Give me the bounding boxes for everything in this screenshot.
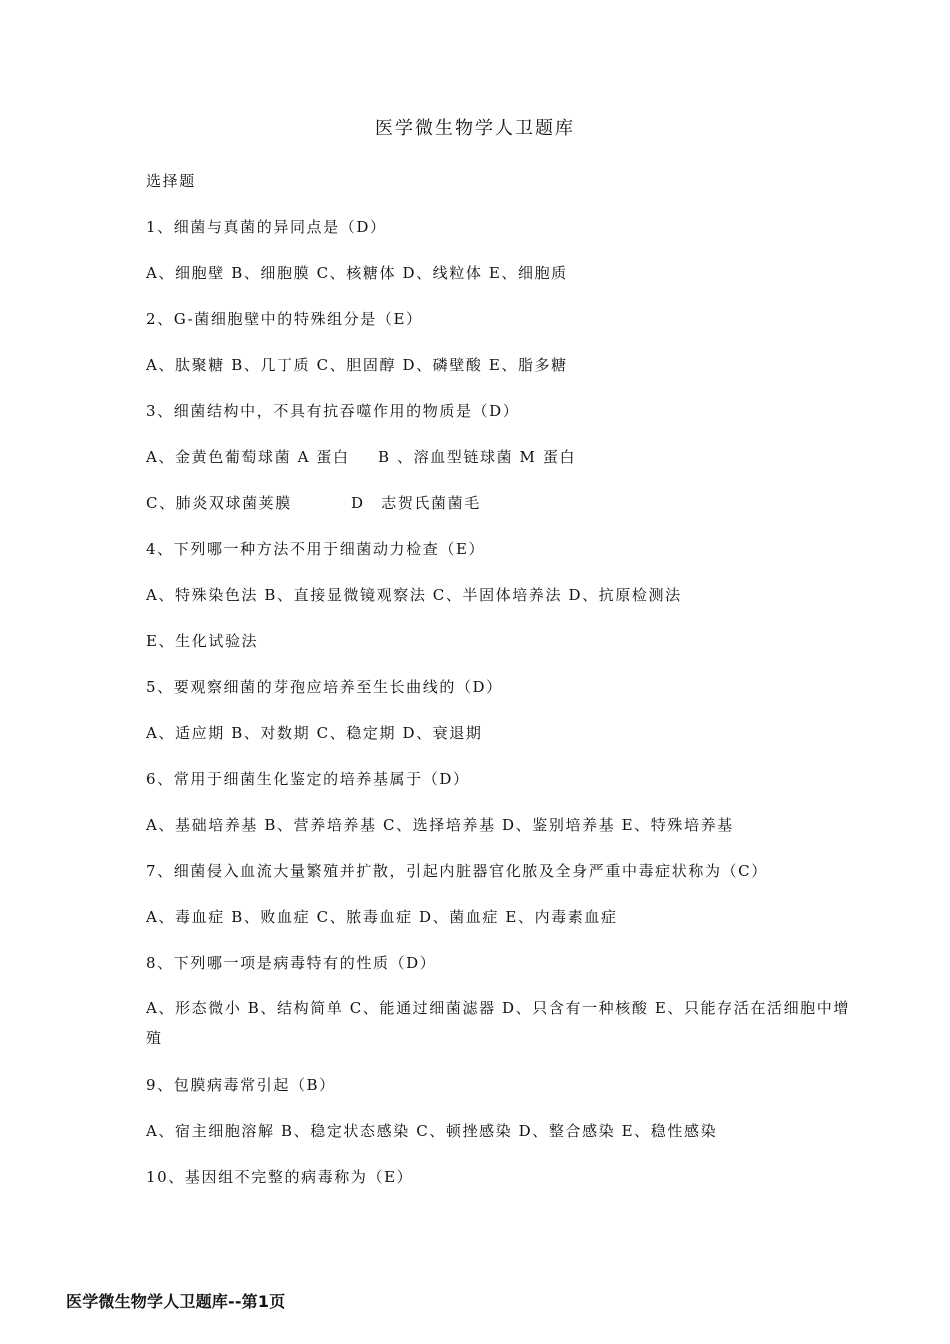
question-6-options: A、基础培养基 B、营养培养基 C、选择培养基 D、鉴别培养基 E、特殊培养基 xyxy=(146,816,734,834)
question-7-options: A、毒血症 B、败血症 C、脓毒血症 D、菌血症 E、内毒素血症 xyxy=(146,908,618,926)
question-1-options: A、细胞壁 B、细胞膜 C、核糖体 D、线粒体 E、细胞质 xyxy=(146,264,568,282)
question-9: 9、包膜病毒常引起（B） xyxy=(146,1076,336,1094)
question-2: 2、G-菌细胞壁中的特殊组分是（E） xyxy=(146,310,423,328)
question-2-options: A、肽聚糖 B、几丁质 C、胆固醇 D、磷壁酸 E、脂多糖 xyxy=(146,356,568,374)
question-7: 7、细菌侵入血流大量繁殖并扩散，引起内脏器官化脓及全身严重中毒症状称为（C） xyxy=(146,862,768,880)
option-b: B 、溶血型链球菌 M 蛋白 xyxy=(378,448,577,466)
option-d: D 志贺氏菌菌毛 xyxy=(351,494,481,512)
question-10: 10、基因组不完整的病毒称为（E） xyxy=(146,1168,414,1186)
section-heading: 选择题 xyxy=(146,172,196,190)
page-title: 医学微生物学人卫题库 xyxy=(375,118,575,139)
option-c: C、肺炎双球菌荚膜 xyxy=(146,494,292,512)
question-6: 6、常用于细菌生化鉴定的培养基属于（D） xyxy=(146,770,470,788)
question-8-options: A、形态微小 B、结构简单 C、能通过细菌滤器 D、只含有一种核酸 E、只能存活在活细胞中增殖 xyxy=(146,999,850,1047)
question-1: 1、细菌与真菌的异同点是（D） xyxy=(146,218,387,236)
question-3: 3、细菌结构中，不具有抗吞噬作用的物质是（D） xyxy=(146,402,520,420)
question-3-options-row-1 xyxy=(146,446,866,468)
question-4-options: A、特殊染色法 B、直接显微镜观察法 C、半固体培养法 D、抗原检测法 xyxy=(146,586,682,604)
page-footer: 医学微生物学人卫题库--第1页 xyxy=(66,1292,286,1311)
question-4: 4、下列哪一种方法不用于细菌动力检查（E） xyxy=(146,540,486,558)
option-a: A、金黄色葡萄球菌 A 蛋白 xyxy=(146,448,350,466)
question-5: 5、要观察细菌的芽孢应培养至生长曲线的（D） xyxy=(146,678,503,696)
question-9-options: A、宿主细胞溶解 B、稳定状态感染 C、顿挫感染 D、整合感染 E、稳性感染 xyxy=(146,1122,718,1140)
question-4-option-e: E、生化试验法 xyxy=(146,632,259,650)
question-5-options: A、适应期 B、对数期 C、稳定期 D、衰退期 xyxy=(146,724,483,742)
question-8: 8、下列哪一项是病毒特有的性质（D） xyxy=(146,954,437,972)
question-3-options-row-2 xyxy=(146,492,866,514)
